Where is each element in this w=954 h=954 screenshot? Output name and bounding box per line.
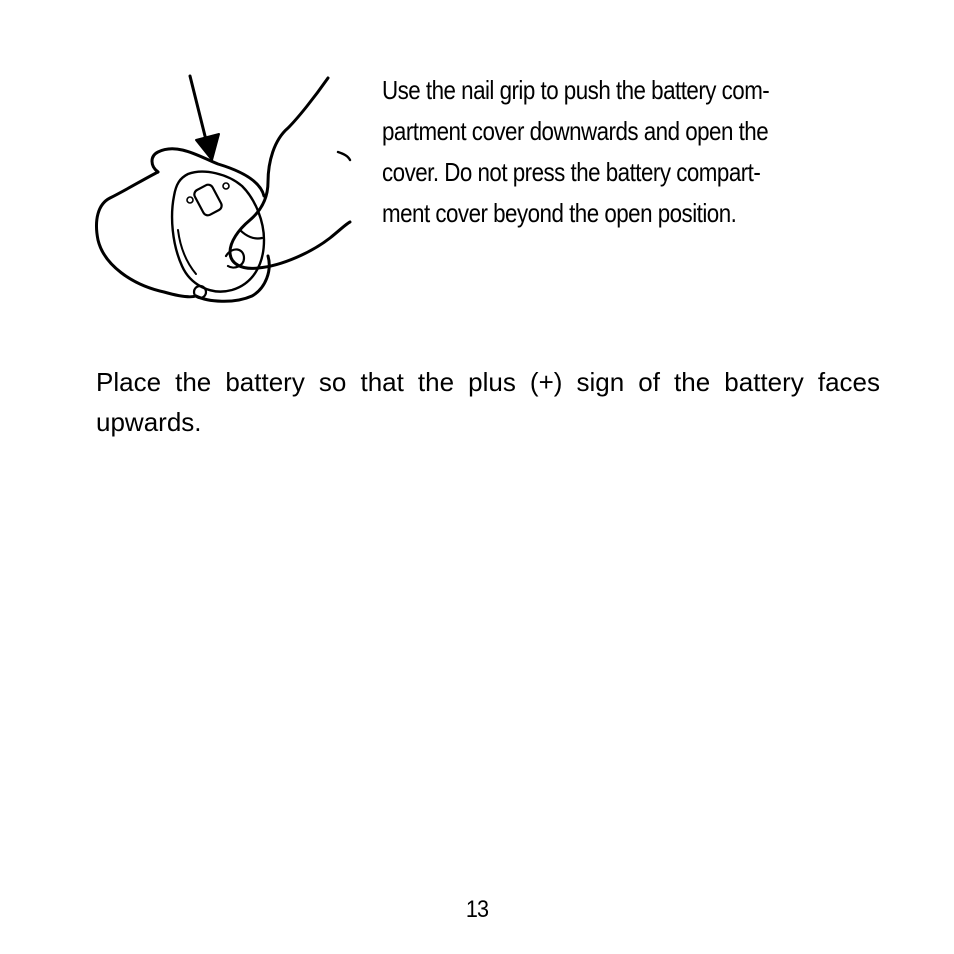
- hearing-aid-illustration: [92, 70, 354, 310]
- page-number: 13: [465, 896, 489, 923]
- place-battery-instruction: Place the battery so that the plus (+) sign of the battery faces upwards.: [96, 367, 880, 437]
- finger-icon: [230, 78, 350, 268]
- arrow-down-icon: [190, 76, 219, 160]
- open-cover-instruction: Use the nail grip to push the battery com- partment cover downwards and open the cover. Do not press the battery compart- ment cover beyond the open position.: [382, 75, 770, 228]
